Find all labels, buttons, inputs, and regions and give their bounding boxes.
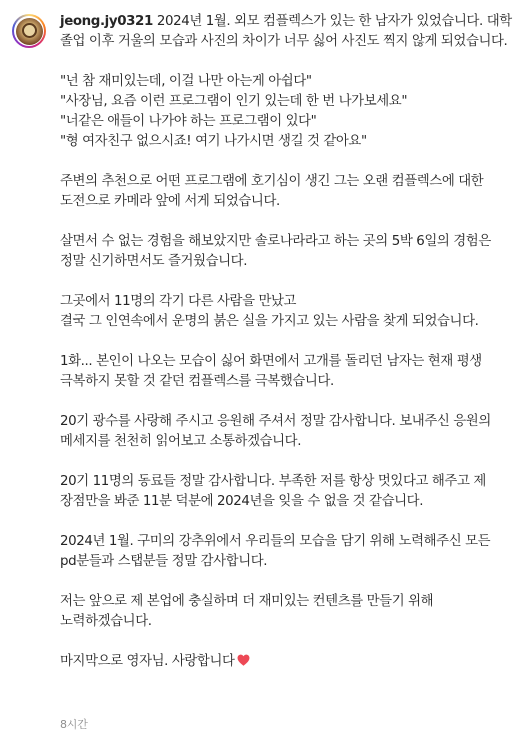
profile-avatar[interactable] (12, 14, 46, 48)
caption-paragraph: 1화... 본인이 나오는 모습이 싫어 화면에서 고개를 돌리던 남자는 현재 평생 극복하지 못할 것 같던 컴플렉스를 극복했습니다. (60, 354, 482, 389)
caption-paragraph: "넌 참 재미있는데, 이걸 나만 아는게 아쉽다" "사장님, 요즘 이런 프로그램이 인기 있는데 한 번 나가보세요" "너같은 애들이 나가야 하는 프로그램이 있다" "형 여자친구 없으시죠! 여기 나가시면 생길 것 같아요" (60, 74, 408, 149)
caption-paragraph: 그곳에서 11명의 각기 다른 사람을 만났고 결국 그 인연속에서 운명의 붉은 실을 가지고 있는 사람을 찾게 되었습니다. (60, 294, 479, 329)
caption-text (60, 12, 518, 692)
caption-paragraph: 저는 앞으로 제 본업에 충실하며 더 재미있는 컨텐츠를 만들기 위해 노력하겠습니다. (60, 594, 434, 629)
heart-emoji-icon (237, 654, 250, 666)
caption-paragraph: 살면서 수 없는 경험을 해보았지만 솔로나라라고 하는 곳의 5박 6일의 경험은 정말 신기하면서도 즐거웠습니다. (60, 234, 491, 269)
caption-closing-paragraph (60, 652, 518, 672)
avatar-image (16, 18, 43, 45)
caption-intro-text: 2024년 1월. 외모 컴플렉스가 있는 한 남자가 있었습니다. 대학 졸업 이후 거울의 모습과 사진의 차이가 너무 싫어 사진도 찍지 않게 되었습니다. (60, 14, 512, 49)
caption-paragraph: 2024년 1월. 구미의 강추위에서 우리들의 모습을 담기 위해 노력해주신 모든 pd분들과 스탭분들 정말 감사합니다. (60, 534, 491, 569)
caption-closing-text: 마지막으로 영자님. 사랑합니다 (60, 654, 235, 669)
post-timestamp[interactable]: 8시간 (60, 718, 88, 731)
caption-paragraph: 20기 광수를 사랑해 주시고 응원해 주셔서 정말 감사합니다. 보내주신 응원의 메세지를 천천히 읽어보고 소통하겠습니다. (60, 414, 491, 449)
caption-paragraph: 20기 11명의 동료들 정말 감사합니다. 부족한 저를 항상 멋있다고 해주고 제 장점만을 봐준 11분 덕분에 2024년을 잊을 수 없을 것 같습니다. (60, 474, 486, 509)
caption-first-paragraph (60, 12, 518, 52)
username-link[interactable]: jeong.jy0321 (60, 14, 153, 29)
caption-paragraph: 주변의 추천으로 어떤 프로그램에 호기심이 생긴 그는 오랜 컴플렉스에 대한 도전으로 카메라 앞에 서게 되었습니다. (60, 174, 484, 209)
